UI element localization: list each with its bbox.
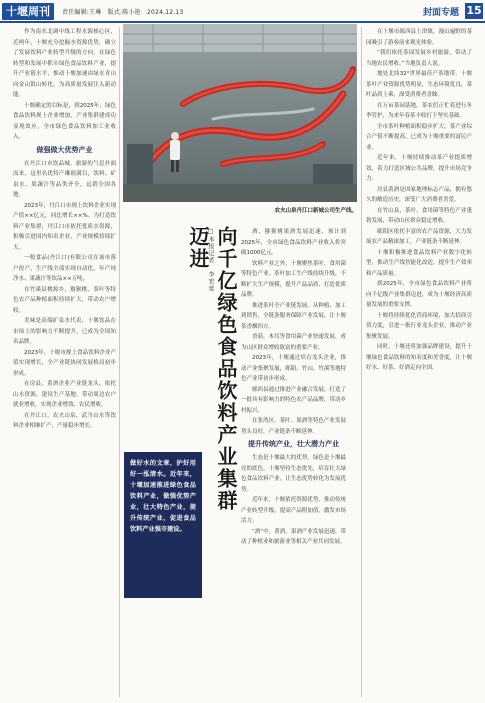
paragraph: 2023年，丹江口市规上饮料企业实现产值××亿元，同比增长××%。为打造饮料产业集群，丹江口市依托优质水资源，积极引进国内知名企业，产业规模持续扩大。	[13, 202, 116, 251]
paragraph: 在竹溪县桃源乡，猕猴桃、茶叶等特色农产品种植面积持续扩大，带动农户增收。	[13, 286, 116, 314]
paragraph: 在十堰市郧西县上津镇，漫山遍野的茶园吸引了游客前来观光体验。	[366, 29, 472, 46]
paragraph: 2023年，十堰市规上食品饮料企业产值实现增长，全产业链协同发展格局初步形成。	[13, 349, 116, 377]
paragraph: 到2025年，全市绿色食品饮料产业将向千亿级产业集群迈进，成为十堰经济高质量发展的重要支撑。	[366, 281, 472, 308]
column-divider	[361, 27, 362, 697]
article-column-2	[241, 227, 346, 703]
paragraph: 在竹山县，茶叶、食用菌等特色产业蓬勃发展，带动山区群众稳定增收。	[366, 207, 472, 224]
column-divider	[119, 27, 120, 697]
paragraph: 在张湾区，茶叶、果酒等特色产业发展势头良好，产业链条不断延伸。	[241, 418, 346, 435]
headline: 向千亿绿色食品饮料产业集群迈进	[186, 226, 238, 512]
paragraph: 近年来，十堰持续推动茶产业提质增效，着力打造区域公共品牌，提升市场竞争力。	[366, 155, 472, 182]
paragraph: 同时，十堰还将加强品牌建设，提升十堰绿色食品饮料的知名度和美誉度，让十堰好水、好茶、好酒走向全国。	[366, 344, 472, 371]
paragraph: 在丹江口，农夫山泉、武当山水等饮料企业相继扩产，产量稳步增长。	[13, 412, 116, 429]
page-number: 15	[466, 4, 482, 17]
paragraph: 香菇、木耳等食用菌产业快速发展，成为山区群众增收致富的重要产业。	[241, 334, 346, 351]
masthead	[0, 0, 485, 22]
paragraph: 推进茶叶全产业链发展，从种植、加工到销售，全链条服务保障产业发展，让十堰茶香飘四方。	[241, 302, 346, 330]
byline: □本报记者 李宏宽	[207, 228, 214, 292]
paragraph: 在万亩茶园基地，茶农们正忙着进行冬季管护，为来年春茶丰收打下坚实基础。	[366, 102, 472, 119]
lead-summary-box: 做好水的文章，护好用好一泓清水。近年来，十堰加速推进绿色食品饮料产业，做强优势产业，壮大特色产业，提升传统产业，促进食品饮料产业强市建设。	[124, 452, 202, 598]
paragraph: 作为南水北调中线工程水源核心区，近两年，十堰充分挖掘水资源优势，确立了发展饮料产业转型升级的方向，在绿色转型和发展中抓实绿色食品饮料产业，提升产业链水平，推动十堰加速由绿水青山向金山银山转化，为高质量发展注入新动能。	[13, 29, 116, 98]
photo-image	[123, 24, 357, 202]
paragraph: 全市茶叶种植面积稳步扩大，茶产业综合产值不断提高，已成为十堰重要的富民产业。	[366, 123, 472, 151]
header-rule	[0, 21, 485, 23]
photo-caption: 农夫山泉丹江口新城公司生产线。	[274, 208, 357, 214]
production-line-photo	[123, 24, 357, 202]
paragraph: 房县黄酒是国家地理标志产品，拥有悠久的酿造历史，深受广大消费者喜爱。	[366, 186, 472, 203]
brand-logo: 十堰周刊	[2, 3, 54, 20]
paragraph: 一般食品(丹江口)有限公司在该市落户投产，生产线全部实现自动化，年产纯净水、果蔬汁等饮品××万吨。	[13, 255, 116, 282]
paragraph: 近年来，十堰依托资源优势，推动传统产业转型升级，提高产品附加值，激发市场活力。	[241, 497, 346, 524]
paragraph: 郧阳区依托丰富的农产品资源，大力发展农产品精深加工，产业链条不断延伸。	[366, 228, 472, 245]
section-title: 封面专题	[422, 7, 459, 18]
paragraph: “我们依托茶园发展乡村旅游，带动了当地农民增收。”当地负责人说。	[366, 50, 472, 67]
paragraph: 十堰确定的目标是，到2025年，绿色食品饮料规上企业增加，产业集群建成功显现效应，全市绿色食品饮料加工业收入。	[13, 102, 116, 140]
paragraph: 酒、猕猴桃果酒发展迅速，预计到2025年，全市绿色食品饮料产业收入将突破1000亿元。	[241, 229, 346, 256]
paragraph: 饮料产业之外，十堰聚焦茶叶、食用菌等特色产业。茶叶加工生产线持续升级，不断扩大生产规模，提升产品品质，打造优质品牌。	[241, 260, 346, 298]
paragraph: 2023年，十堰通过培育龙头企业，推动产业集聚发展，郧阳、竹山、竹溪等地特色产业带初步形成。	[241, 355, 346, 382]
paragraph: 郧西县通过推进产业融合发展，打造了一批具有影响力的特色农产品品牌，带动乡村振兴。	[241, 386, 346, 414]
paragraph: 在丹江口市饮品城，旅游的气息扑面而来，这里名优特产琳琅满目，饮料、矿泉水、果蔬汁等品类齐全，远销全国各地。	[13, 160, 116, 198]
editors-line: 责任编辑:王琳 版式:陈小艳 2024.12.13	[62, 8, 184, 16]
section-heading: 提升传统产业，壮大潜力产业	[248, 440, 339, 448]
article-column-1	[13, 27, 116, 703]
paragraph: 十堰积极推进食品饮料产业数字化转型，推动生产线智能化改造，提升生产效率和产品质量。	[366, 249, 472, 277]
paragraph: 在房县，黄酒企业产业链龙头，依托山水资源，建设生产基地，带动周边农户就业增收，实现企业增效、农民增收。	[13, 381, 116, 408]
paragraph: 地处北纬32°世界最佳产茶地带，十堰茶叶产业资源优势明显，生态环境优良，茶叶品质上乘，深受消费者青睐。	[366, 71, 472, 98]
article-column-3	[366, 27, 472, 703]
paragraph: 美味是高端矿泉水代表，十堰饮品在市场上的影响力不断提升，已成为全国知名品牌。	[13, 318, 116, 345]
paragraph: 生态是十堰最大的优势，绿色是十堰最亮的底色。十堰坚持生态优先，培育壮大绿色食品饮料产业，让生态优势转化为发展优势。	[241, 455, 346, 493]
section-heading: 做强做大优势产业	[36, 145, 93, 154]
paragraph: 十堰将持续优化营商环境，加大招商引资力度，引进一批行业龙头企业，推动产业集聚发展。	[366, 312, 472, 340]
paragraph: “酒”中，黄酒、果酒产业发展迅速，带动了种植业和旅游业等相关产业共同发展。	[241, 528, 346, 545]
